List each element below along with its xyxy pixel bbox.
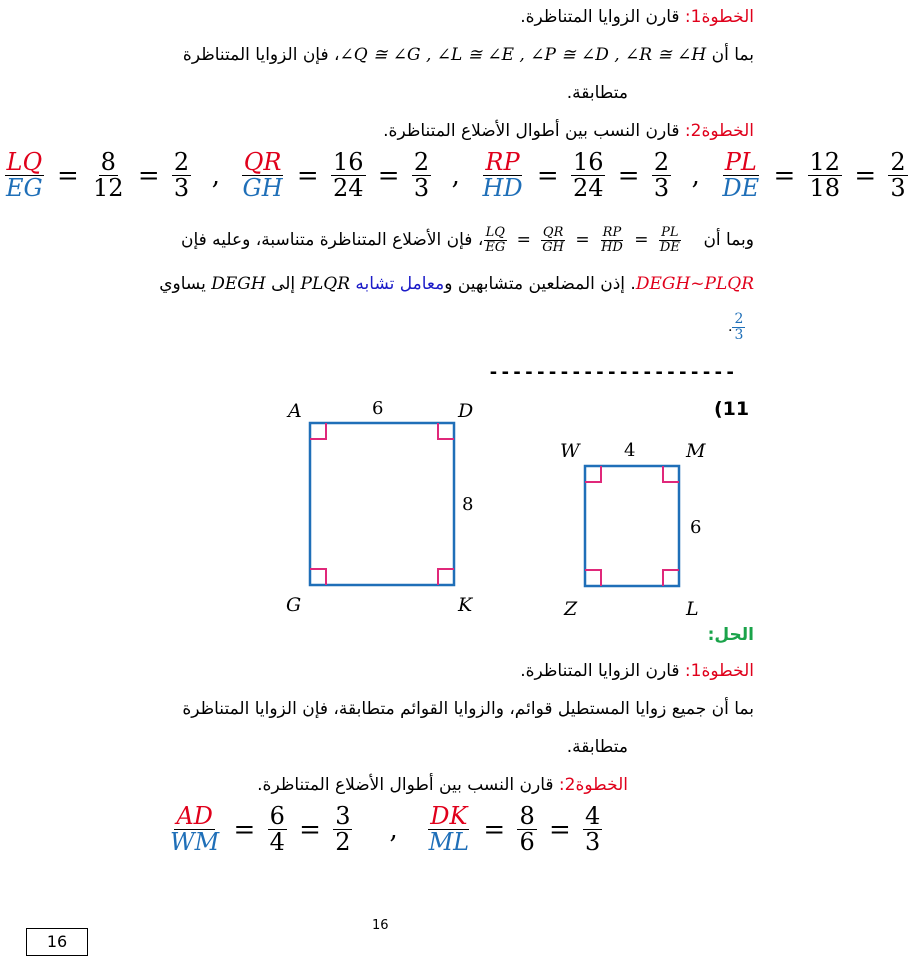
label-k: K — [458, 594, 473, 616]
step1-text: قارن الزوايا المتناظرة. — [520, 7, 680, 27]
label-ad-length: 6 — [372, 398, 384, 419]
conclusion-line — [4, 226, 754, 254]
sol-step1-label: الخطوة1: — [684, 661, 754, 681]
label-g: G — [286, 594, 302, 616]
angles-tail: ، فإن الزوايا المتناظرة — [182, 45, 340, 65]
right-angle-l — [663, 570, 679, 586]
step2-label: الخطوة2: — [684, 121, 754, 141]
sol-reason-line2: متطابقة. — [566, 737, 628, 757]
conclusion-b: ، فإن الأضلاع المتناظرة متناسبة، وعليه فإن — [180, 230, 484, 251]
ratios-row: $\frac{LQ}{EG}$ = $\frac{8}{12}$ = $\frac{2}{3}$ , $\frac{QR}{GH}$ = $\frac{16}{24}$ = $\frac{2}{3}$ , $\frac{RP}{HD}$ = $\frac{16}{24}$ = $\frac{2}{3}$ , $\frac{PL}{DE}$ = $\frac{12}{18}$ = $\frac{2}{3}$ — [6, 148, 906, 203]
sol-step2-line — [28, 772, 628, 798]
solution-label: الحل: — [707, 625, 754, 645]
scale-factor: . $\frac{2}{3}$ — [728, 311, 744, 343]
ratio-rp: $\frac{RP}{HD}$ = $\frac{16}{24}$ = $\frac{2}{3}$ — [482, 148, 670, 203]
right-angle-z — [585, 570, 601, 586]
angles-intro: بما أن — [711, 45, 754, 65]
rectangle-adkg — [310, 423, 454, 585]
right-angle-m — [663, 466, 679, 482]
angles-tail2: متطابقة. — [566, 83, 628, 103]
label-d: D — [458, 400, 474, 422]
label-ml-length: 6 — [690, 517, 702, 538]
label-l: L — [686, 598, 699, 620]
sol-reason-line: بما أن جميع زوايا المستطيل قوائم، والزوايا القوائم متطابقة، فإن الزوايا المتناظرة — [182, 699, 754, 719]
ratio-qr: $\frac{QR}{GH}$ = $\frac{16}{24}$ = $\frac{2}{3}$ — [242, 148, 430, 203]
page-number-box: 16 — [26, 928, 88, 956]
rectangle-wmlz — [585, 466, 679, 586]
label-z: Z — [564, 598, 578, 620]
ratio-dk-ml: $\frac{DK}{ML}$ = $\frac{8}{6}$ = $\frac{4}{3}$ — [428, 802, 601, 857]
conclusion-a: وبما أن — [703, 230, 754, 251]
to-word: إلى — [271, 274, 296, 294]
problem-number: (11 — [714, 398, 750, 420]
label-a: A — [288, 400, 302, 422]
step2-text: قارن النسب بين أطوال الأضلاع المتناظرة. — [383, 121, 680, 141]
conclusion-c: . إذن المضلعين متشابهين و — [444, 274, 636, 294]
sol-step2-label: الخطوة2: — [558, 775, 628, 795]
step1-label: الخطوة1: — [684, 7, 754, 27]
step1-line — [14, 4, 754, 30]
sol-step1-text: قارن الزوايا المتناظرة. — [520, 661, 680, 681]
label-dk-length: 8 — [462, 494, 474, 515]
right-angle-d — [438, 423, 454, 439]
step2-line — [14, 118, 754, 144]
similarity-line — [4, 271, 754, 297]
equals-word: يساوي — [159, 274, 206, 294]
ratio-ad-wm: $\frac{AD}{WM}$ = $\frac{6}{4}$ = $\frac{3}{2}$ — [170, 802, 351, 857]
right-angle-a — [310, 423, 326, 439]
ratio-lq: $\frac{LQ}{EG}$ = $\frac{8}{12}$ = $\frac{2}{3}$ — [6, 148, 190, 203]
rectangles-figure — [280, 396, 740, 628]
ratio-pl: $\frac{PL}{DE}$ = $\frac{12}{18}$ = $\frac{2}{3}$ — [722, 148, 906, 203]
sol-ratios-row: $\frac{AD}{WM}$ = $\frac{6}{4}$ = $\frac{3}{2}$ , $\frac{DK}{ML}$ = $\frac{8}{6}$ = $\frac{4}{3}$ — [170, 802, 601, 857]
page-number-center: 16 — [372, 918, 389, 933]
poly2: DEGH — [211, 274, 266, 294]
poly1: PLQR — [300, 274, 351, 294]
proportion-chain: $\frac{LQ}{EG}$ = $\frac{QR}{GH}$ = $\frac{RP}{HD}$ = $\frac{PL}{DE}$ — [485, 225, 680, 255]
right-angle-g — [310, 569, 326, 585]
similar-statement: DEGH~PLQR — [635, 274, 754, 294]
sol-step1-line — [14, 658, 754, 684]
angles-line — [14, 42, 754, 68]
right-angle-k — [438, 569, 454, 585]
scale-word-2: تشابه — [355, 274, 395, 294]
label-m: M — [686, 440, 706, 462]
scale-word-1: معامل — [399, 274, 445, 294]
label-w: W — [560, 440, 580, 462]
separator: --------------------- — [488, 362, 737, 383]
sol-step2-text: قارن النسب بين أطوال الأضلاع المتناظرة. — [257, 775, 554, 795]
angles-list: ∠Q ≅ ∠G , ∠L ≅ ∠E , ∠P ≅ ∠D , ∠R ≅ ∠H — [339, 45, 707, 65]
label-wm-length: 4 — [624, 440, 636, 461]
right-angle-w — [585, 466, 601, 482]
